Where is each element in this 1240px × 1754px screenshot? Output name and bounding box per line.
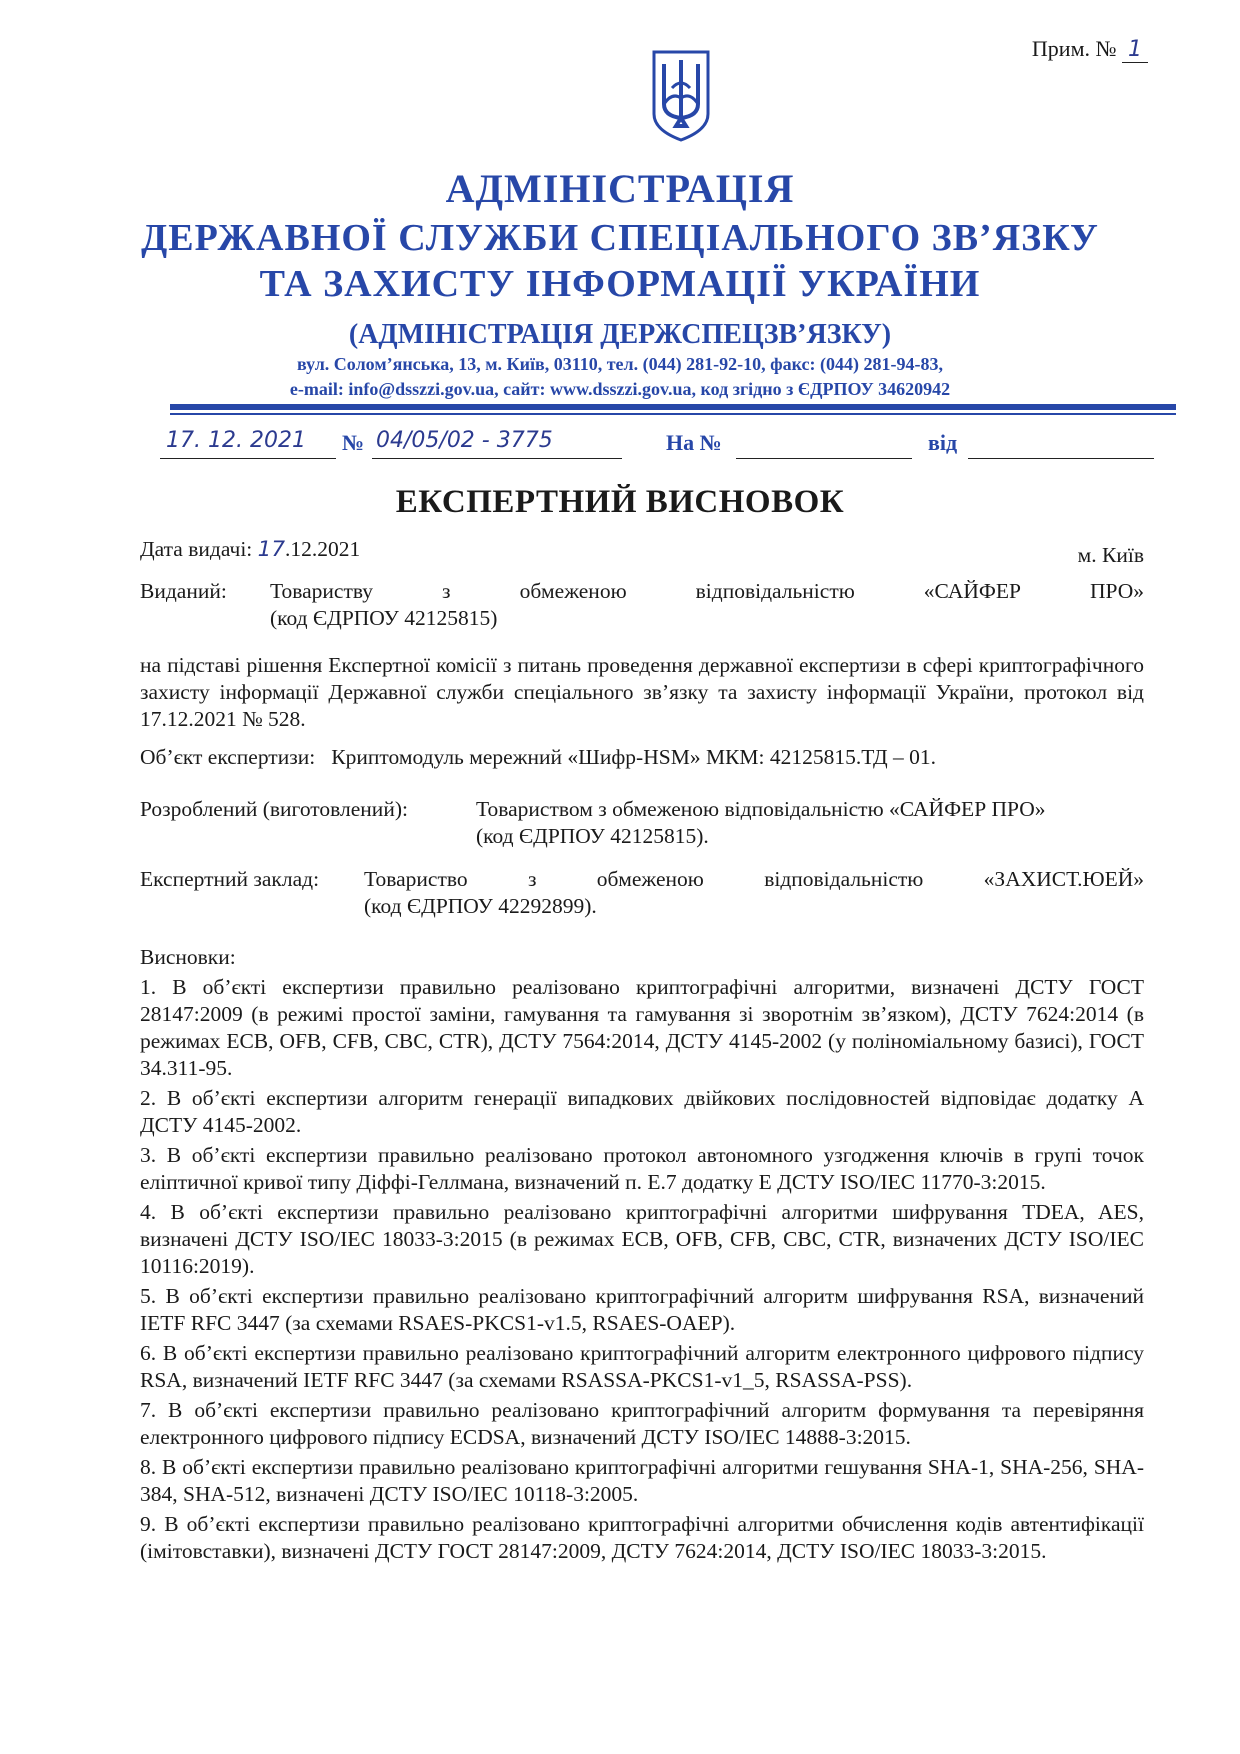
- agency-title-line-3: ТА ЗАХИСТУ ІНФОРМАЦІЇ УКРАЇНИ: [259, 263, 981, 305]
- conclusion-item: 4. В об’єкті експертизи правильно реалізовано криптографічні алгоритми шифрування TDEA, AES, визначені ДСТУ ISO/IEC 18033-3:2015 (в режимах ECB, OFB, CFB, CBC, CTR, визначених ДСТУ ISO/IEC 10116:2019).: [140, 1200, 1144, 1278]
- developer-block: [140, 796, 1144, 850]
- conclusion-item: 3. В об’єкті експертизи правильно реалізовано протокол автономного узгодження ключів в групі точок еліптичної кривої типу Діффі-Геллмана, визначений п. Е.7 додатку Е ДСТУ ISO/IEC 11770-3:2015.: [140, 1143, 1144, 1194]
- expert-lab-label: Експертний заклад:: [140, 867, 320, 891]
- document-title: ЕКСПЕРТНИЙ ВИСНОВОК: [395, 484, 845, 520]
- object-value: Криптомодуль мережний «Шифр-HSM» МКМ: 42125815.ТД – 01.: [331, 745, 937, 769]
- reg-number-blank: [372, 428, 622, 459]
- annex-label: Прим. №: [1031, 36, 1117, 61]
- issue-date-label: Дата видачі:: [140, 537, 253, 561]
- developer-code: (код ЄДРПОУ 42125815).: [476, 824, 709, 848]
- expert-lab-value: Товариство з обмеженою відповідальністю «ЗАХИСТ.ЮЕЙ»: [364, 867, 1144, 891]
- header-divider-thick: [170, 404, 1176, 410]
- contacts-line-2: e-mail: info@dsszzi.gov.ua, сайт: www.dsszzi.gov.ua, код згідно з ЄДРПОУ 34620942: [289, 379, 951, 399]
- ref-date-blank: [968, 428, 1154, 459]
- registration-line: [0, 428, 1240, 468]
- issued-to-block: [140, 578, 1144, 632]
- agency-header: [0, 166, 1240, 352]
- conclusions-heading: Висновки:: [140, 945, 236, 969]
- conclusion-item: 9. В об’єкті експертизи правильно реалізовано криптографічні алгоритми обчислення кодів автентифікації (імітовставки), визначені ДСТУ ГОСТ 28147:2009, ДСТУ 7624:2014, ДСТУ ISO/IEC 18033-3:2015.: [140, 1512, 1144, 1563]
- annex-number: 1: [1122, 37, 1148, 63]
- expert-lab-block: [140, 866, 1144, 920]
- trident-emblem-icon: [650, 48, 712, 144]
- ref-number-blank: [736, 428, 912, 459]
- issued-to-label: Виданий:: [140, 579, 227, 603]
- object-row: [140, 744, 1144, 771]
- expert-lab-code: (код ЄДРПОУ 42292899).: [364, 894, 597, 918]
- developer-label: Розроблений (виготовлений):: [140, 797, 408, 821]
- basis-paragraph: на підставі рішення Експертної комісії з питань проведення державної експертизи в сфері криптографічного захисту інформації Державної служби спеціального зв’язку та захисту інформації України, протокол від 17.12.2021 № 528.: [140, 653, 1144, 731]
- conclusion-item: 7. В об’єкті експертизи правильно реалізовано криптографічний алгоритм формування та перевіряння електронного цифрового підпису ECDSA, визначений ДСТУ ISO/IEC 14888-3:2015.: [140, 1398, 1144, 1449]
- conclusion-item: 2. В об’єкті експертизи алгоритм генерації випадкових двійкових послідовностей відповідає додатку А ДСТУ 4145-2002.: [140, 1086, 1144, 1137]
- reg-date-blank: [160, 428, 336, 459]
- issue-date-rest: .12.2021: [285, 537, 361, 561]
- agency-contacts: [170, 352, 1070, 402]
- issued-to-code: (код ЄДРПОУ 42125815): [270, 606, 498, 630]
- ref-date-label: від: [928, 430, 958, 455]
- conclusion-item: 8. В об’єкті експертизи правильно реалізовано криптографічні алгоритми гешування SHA-1, SHA-256, SHA-384, SHA-512, визначені ДСТУ ISO/IEC 10118-3:2005.: [140, 1455, 1144, 1506]
- issued-to-value: Товариству з обмеженою відповідальністю «САЙФЕР ПРО»: [270, 579, 1144, 603]
- agency-title-line-2: ДЕРЖАВНОЇ СЛУЖБИ СПЕЦІАЛЬНОГО ЗВ’ЯЗКУ: [141, 217, 1099, 259]
- header-divider-thin: [170, 413, 1176, 415]
- object-label: Об’єкт експертизи:: [140, 745, 316, 769]
- agency-short-name: (АДМІНІСТРАЦІЯ ДЕРЖСПЕЦЗВ’ЯЗКУ): [348, 319, 892, 350]
- ref-number-label: На №: [666, 430, 722, 455]
- reg-number: 04/05/02 - 3775: [376, 428, 553, 453]
- conclusion-item: 6. В об’єкті експертизи правильно реалізовано криптографічний алгоритм електронного цифрового підпису RSA, визначений IETF RFC 3447 (за схемами RSASSA-PKCS1-v1_5, RSASSA-PSS).: [140, 1341, 1144, 1392]
- issue-date-row: [140, 536, 1144, 566]
- developer-value: Товариством з обмеженою відповідальністю «САЙФЕР ПРО»: [476, 797, 1046, 821]
- conclusion-item: 5. В об’єкті експертизи правильно реалізовано криптографічний алгоритм шифрування RSA, визначений IETF RFC 3447 (за схемами RSAES-PKCS1-v1.5, RSAES-OAEP).: [140, 1284, 1144, 1335]
- agency-title-line-1: АДМІНІСТРАЦІЯ: [445, 166, 795, 211]
- conclusion-item: 1. В об’єкті експертизи правильно реалізовано криптографічні алгоритми, визначені ДСТУ ГОСТ 28147:2009 (в режимі простої заміни, гамування та гамування зі зворотнім зв’язком), ДСТУ 7624:2014 (в режимах ECB, OFB, CFB, CBC, CTR), ДСТУ 7564:2014, ДСТУ 4145-2002 (у поліноміальному базисі), ГОСТ 34.311-95.: [140, 975, 1144, 1080]
- conclusions-section: [140, 944, 1144, 1568]
- contacts-line-1: вул. Солом’янська, 13, м. Київ, 03110, тел. (044) 281-92-10, факс: (044) 281-94-83,: [297, 354, 943, 374]
- reg-number-label: №: [342, 430, 365, 455]
- annex-mark: [1032, 36, 1148, 63]
- issue-date-day: 17: [257, 537, 286, 562]
- issue-city: м. Київ: [1077, 543, 1144, 567]
- reg-date: 17. 12. 2021: [166, 428, 306, 453]
